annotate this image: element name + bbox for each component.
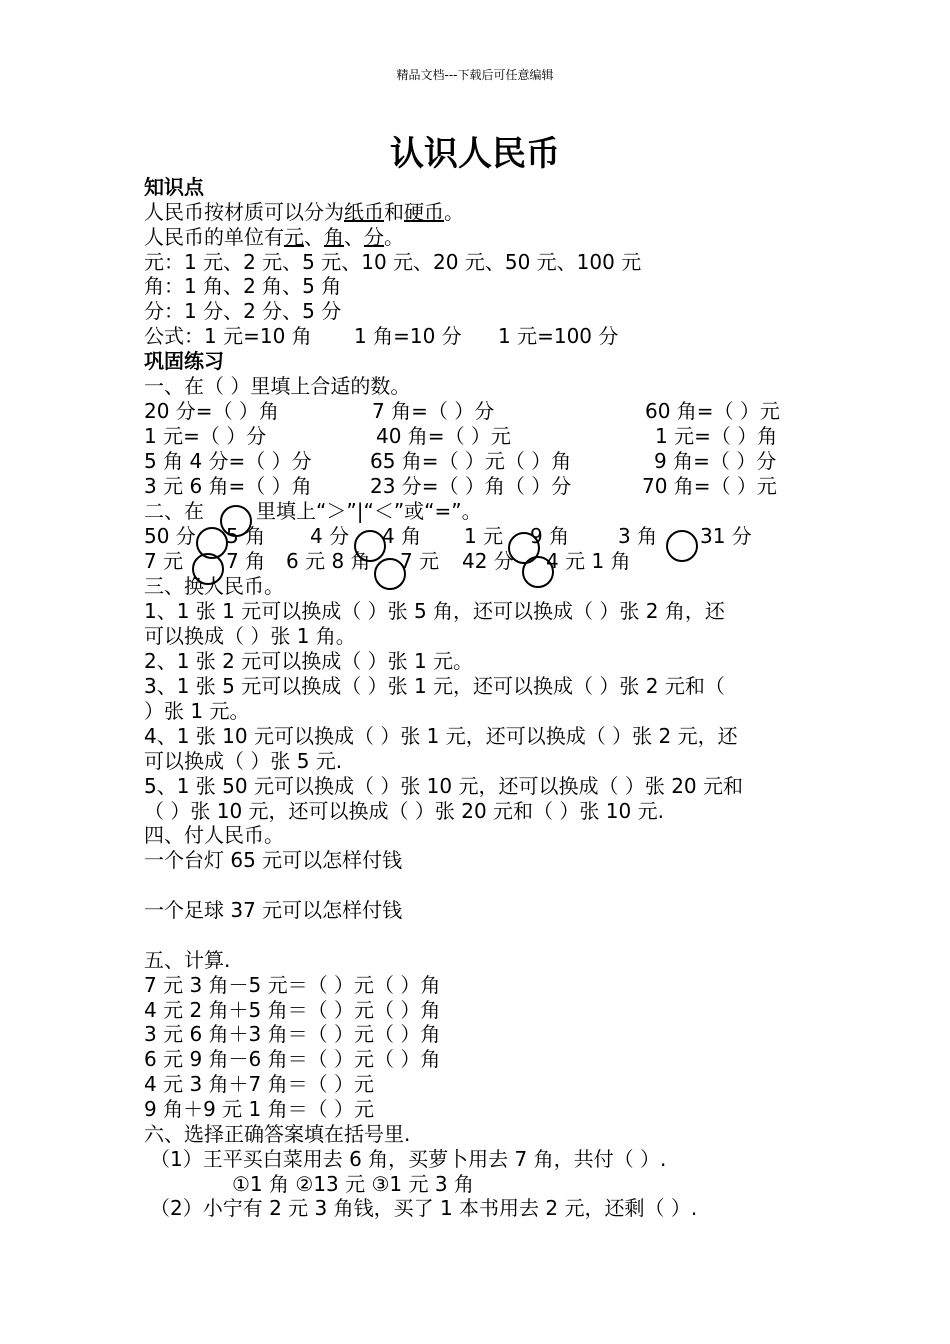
knowledge-yuan: 元：1 元、2 元、5 元、10 元、20 元、50 元、100 元 — [144, 250, 642, 274]
knowledge-fen: 分：1 分、2 分、5 分 — [144, 299, 342, 323]
section-4-heading: 四、付人民币。 — [144, 823, 284, 847]
text: 人民币按材质可以分为 — [144, 200, 344, 224]
fill-item: 7 角=（ ）分 — [372, 399, 495, 423]
exchange-line: 3、1 张 5 元可以换成（ ）张 1 元，还可以换成（ ）张 2 元和（ — [144, 674, 725, 698]
choice-question: （2）小宁有 2 元 3 角钱，买了 1 本书用去 2 元，还剩（ ）. — [150, 1196, 698, 1220]
exchange-line: （ ）张 10 元，还可以换成（ ）张 20 元和（ ）张 10 元. — [144, 799, 664, 823]
section-2-heading-part-2: 里填上“＞”|“＜”或“=”。 — [256, 499, 482, 523]
knowledge-line-material — [144, 200, 464, 224]
compare-term: 6 元 8 角 — [286, 549, 371, 573]
calc-line: 9 角＋9 元 1 角＝（ ）元 — [144, 1097, 374, 1121]
exchange-line: 4、1 张 10 元可以换成（ ）张 1 元，还可以换成（ ）张 2 元，还 — [144, 724, 738, 748]
compare-term: 7 元 — [144, 549, 184, 573]
underlined-term: 角 — [324, 225, 344, 249]
exchange-line: 2、1 张 2 元可以换成（ ）张 1 元。 — [144, 649, 474, 673]
compare-term: 4 角 — [382, 524, 422, 548]
exchange-line: 1、1 张 1 元可以换成（ ）张 5 角，还可以换成（ ）张 2 角，还 — [144, 599, 725, 623]
calc-line: 4 元 3 角＋7 角＝（ ）元 — [144, 1072, 374, 1096]
text: 。 — [444, 200, 464, 224]
compare-term: 5 角 — [226, 524, 266, 548]
compare-term: 42 分 — [462, 549, 514, 573]
text: 和 — [384, 200, 404, 224]
page-header: 精品文档---下载后可任意编辑 — [396, 68, 554, 82]
underlined-term: 硬币 — [404, 200, 444, 224]
section-5-heading: 五、计算. — [144, 948, 231, 972]
compare-term: 4 元 1 角 — [546, 549, 631, 573]
formula-3: 1 元=100 分 — [498, 324, 619, 348]
compare-term: 9 角 — [530, 524, 570, 548]
choice-options: ①1 角 ②13 元 ③1 元 3 角 — [232, 1172, 474, 1196]
fill-item: 65 角=（ ）元（ ）角 — [370, 449, 572, 473]
fill-item: 3 元 6 角=（ ）角 — [144, 474, 312, 498]
knowledge-line-units — [144, 225, 404, 249]
calc-line: 3 元 6 角＋3 角＝（ ）元（ ）角 — [144, 1022, 441, 1046]
payment-question: 一个足球 37 元可以怎样付钱 — [144, 898, 403, 922]
underlined-term: 元 — [284, 225, 304, 249]
knowledge-jiao: 角：1 角、2 角、5 角 — [144, 274, 342, 298]
formula-2: 1 角=10 分 — [354, 324, 462, 348]
exchange-line: 可以换成（ ）张 5 元. — [144, 749, 343, 773]
fill-item: 1 元=（ ）分 — [144, 424, 267, 448]
payment-question: 一个台灯 65 元可以怎样付钱 — [144, 848, 403, 872]
fill-item: 23 分=（ ）角（ ）分 — [370, 474, 572, 498]
calc-line: 7 元 3 角－5 元＝（ ）元（ ）角 — [144, 973, 441, 997]
choice-question: （1）王平买白菜用去 6 角，买萝卜用去 7 角，共付（ ）. — [150, 1147, 667, 1171]
fill-item: 70 角=（ ）元 — [642, 474, 777, 498]
compare-term: 31 分 — [700, 524, 752, 548]
text: 。 — [384, 225, 404, 249]
compare-term: 4 分 — [310, 524, 350, 548]
underlined-term: 分 — [364, 225, 384, 249]
compare-term: 3 角 — [618, 524, 658, 548]
compare-circle-icon[interactable] — [374, 558, 406, 590]
section-1-heading: 一、在（ ）里填上合适的数。 — [144, 374, 411, 398]
text: 人民币的单位有 — [144, 225, 284, 249]
exchange-line: ）张 1 元。 — [144, 699, 250, 723]
formula-1: 公式：1 元=10 角 — [144, 324, 312, 348]
fill-item: 40 角=（ ）元 — [376, 424, 511, 448]
calc-line: 6 元 9 角－6 角＝（ ）元（ ）角 — [144, 1047, 441, 1071]
knowledge-heading: 知识点 — [144, 175, 204, 199]
text: 、 — [304, 225, 324, 249]
exchange-line: 可以换成（ ）张 1 角。 — [144, 624, 356, 648]
compare-circle-icon[interactable] — [522, 556, 554, 588]
fill-item: 60 角=（ ）元 — [645, 399, 780, 423]
compare-term: 50 分 — [144, 524, 196, 548]
underlined-term: 纸币 — [344, 200, 384, 224]
section-6-heading: 六、选择正确答案填在括号里. — [144, 1122, 411, 1146]
compare-term: 7 元 — [400, 549, 440, 573]
section-2-heading-part-1: 二、在 — [144, 499, 204, 523]
calc-line: 4 元 2 角＋5 角＝（ ）元（ ）角 — [144, 998, 441, 1022]
text: 、 — [344, 225, 364, 249]
page-title: 认识人民币 — [390, 134, 560, 174]
fill-item: 1 元=（ ）角 — [655, 424, 778, 448]
practice-heading: 巩固练习 — [144, 349, 224, 373]
fill-item: 5 角 4 分=（ ）分 — [144, 449, 312, 473]
fill-item: 9 角=（ ）分 — [654, 449, 777, 473]
exchange-line: 5、1 张 50 元可以换成（ ）张 10 元，还可以换成（ ）张 20 元和 — [144, 774, 744, 798]
compare-term: 1 元 — [464, 524, 504, 548]
compare-circle-icon[interactable] — [666, 530, 698, 562]
fill-item: 20 分=（ ）角 — [144, 399, 279, 423]
section-3-heading: 三、换人民币。 — [144, 574, 284, 598]
compare-term: 7 角 — [226, 549, 266, 573]
